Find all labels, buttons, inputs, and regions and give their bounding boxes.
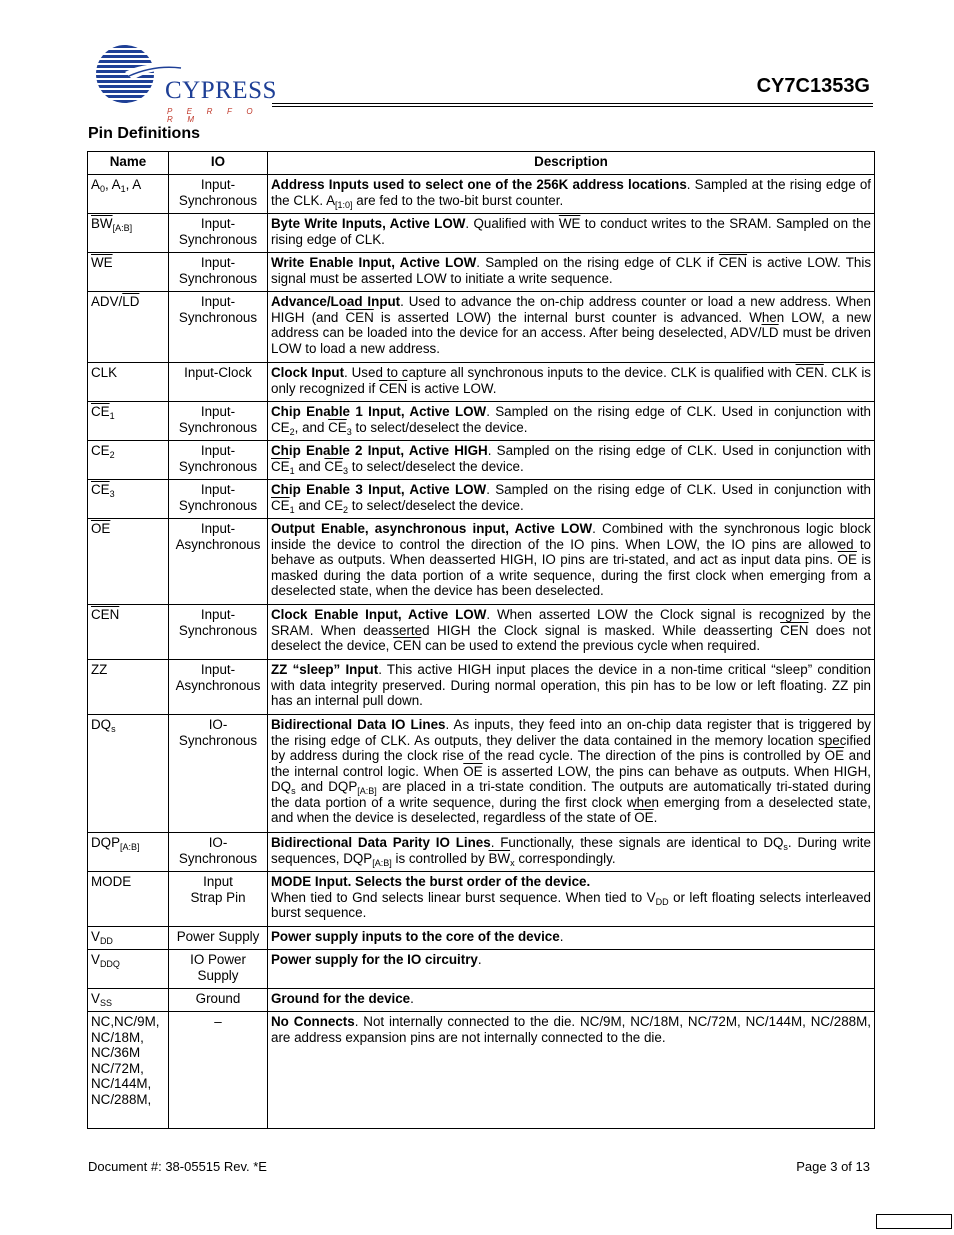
table-row	[88, 480, 875, 519]
pin-name-cell: ZZ	[88, 660, 169, 715]
pin-io-cell: Input- Asynchronous	[169, 519, 268, 605]
pin-definitions-table	[87, 151, 875, 1129]
pin-description-cell: No Connects. Not internally connected to the die. NC/9M, NC/18M, NC/72M, NC/144M, NC/288M, are address expansion pins are not internally connected to the die.	[268, 1012, 875, 1129]
table-row	[88, 660, 875, 715]
pin-io-cell: Input- Synchronous	[169, 214, 268, 253]
table-row	[88, 927, 875, 950]
pin-io-cell: IO- Synchronous	[169, 833, 268, 872]
pin-description-cell: Clock Enable Input, Active LOW. When asserted LOW the Clock signal is recognized by the SRAM. When deasserted HIGH the Clock signal is masked. While deasserting $\overline{CEN}$ does not deselect the device, $\overline{CEN}$ can be used to extend the previous cycle when required.	[268, 605, 875, 660]
pin-name-cell: $\overline{BW}_{[A:B]}$	[88, 214, 169, 253]
pin-name-cell: $\overline{CE}_1$	[88, 402, 169, 441]
pin-rows	[88, 175, 875, 1129]
table-row	[88, 715, 875, 833]
pin-io-cell: Input- Synchronous	[169, 441, 268, 480]
table-row	[88, 253, 875, 292]
table-row	[88, 833, 875, 872]
pin-name-cell: ADV/$\overline{LD}$	[88, 292, 169, 363]
pin-io-cell: Input- Synchronous	[169, 605, 268, 660]
pin-name-cell: $\overline{OE}$	[88, 519, 169, 605]
table-row	[88, 292, 875, 363]
cypress-logo	[85, 44, 277, 124]
pin-name-cell: $V_{DDQ}$	[88, 950, 169, 989]
section-title: Pin Definitions	[88, 125, 200, 142]
pin-description-cell: Address Inputs used to select one of the 256K address locations. Sampled at the rising edge of the CLK. $A_{[1:0]}$ are fed to the two-bit burst counter.	[268, 175, 875, 214]
pin-name-cell: MODE	[88, 872, 169, 927]
pin-name-cell: $A_0$, $A_1$, A	[88, 175, 169, 214]
logo-tagline: P E R F O R M	[167, 107, 259, 124]
table-row	[88, 950, 875, 989]
pin-io-cell: IO Power Supply	[169, 950, 268, 989]
pin-name-cell: $V_{DD}$	[88, 927, 169, 950]
pin-description-cell: ZZ “sleep” Input. This active HIGH input places the device in a non-time critical “sleep” condition with data integrity preserved. During normal operation, this pin has to be low or left floating. ZZ pin has an internal pull down.	[268, 660, 875, 715]
header-rule-top	[272, 103, 873, 104]
pin-description-cell: Chip Enable 3 Input, Active LOW. Sampled on the rising edge of CLK. Used in conjunction with $\overline{CE}_1$ and $CE_2$ to select/deselect the device.	[268, 480, 875, 519]
pin-description-cell: Clock Input. Used to capture all synchronous inputs to the device. CLK is qualified with $\overline{CEN}$. CLK is only recognized if $\overline{CEN}$ is active LOW.	[268, 363, 875, 402]
pin-description-cell: Byte Write Inputs, Active LOW. Qualified with $\overline{WE}$ to conduct writes to the SRAM. Sampled on the rising edge of CLK.	[268, 214, 875, 253]
column-header-name: Name	[88, 152, 169, 175]
pin-io-cell: Input- Asynchronous	[169, 660, 268, 715]
logo-wordmark: CYPRESS	[165, 77, 277, 104]
pin-description-cell: Bidirectional Data IO Lines. As inputs, they feed into an on-chip data register that is triggered by the rising edge of CLK. As outputs, they deliver the data contained in the memory location specified by address during the clock rise of the read cycle. The direction of the pins is controlled by $\overline{OE}$ and the internal control logic. When $\overline{OE}$ is asserted LOW, the pins can behave as outputs. When HIGH, $DQ_s$ and $DQP_{[A:B]}$ are placed in a tri-state condition. The outputs are automatically tri-stated during the data portion of a write sequence, during the first clock when emerging from a deselected state, and when the device is deselected, regardless of the state of $\overline{OE}$.	[268, 715, 875, 833]
pin-name-cell: CLK	[88, 363, 169, 402]
table-row	[88, 872, 875, 927]
header-rule-bottom	[272, 106, 873, 107]
pin-name-cell: NC,NC/9M, NC/18M, NC/36M NC/72M, NC/144M, NC/288M,	[88, 1012, 169, 1129]
column-header-io: IO	[169, 152, 268, 175]
pin-name-cell: $\overline{WE}$	[88, 253, 169, 292]
table-row	[88, 989, 875, 1012]
document-number: Document #: 38-05515 Rev. *E	[88, 1159, 267, 1174]
pin-name-cell: $\overline{CEN}$	[88, 605, 169, 660]
table-row	[88, 214, 875, 253]
pin-description-cell: Chip Enable 2 Input, Active HIGH. Sampled on the rising edge of CLK. Used in conjunction with $\overline{CE}_1$ and $\overline{CE}_3$ to select/deselect the device.	[268, 441, 875, 480]
pin-description-cell: MODE Input. Selects the burst order of the device. When tied to Gnd selects linear burst sequence. When tied to $V_{DD}$ or left floating selects interleaved burst sequence.	[268, 872, 875, 927]
pin-name-cell: $DQ_s$	[88, 715, 169, 833]
pin-io-cell: Input- Synchronous	[169, 480, 268, 519]
pin-description-cell: Power supply for the IO circuitry.	[268, 950, 875, 989]
pin-description-cell: Write Enable Input, Active LOW. Sampled on the rising edge of CLK if $\overline{CEN}$ is active LOW. This signal must be asserted LOW to initiate a write sequence.	[268, 253, 875, 292]
table-row	[88, 1012, 875, 1129]
pin-name-cell: $DQP_{[A:B]}$	[88, 833, 169, 872]
pin-io-cell: Ground	[169, 989, 268, 1012]
pin-io-cell: Power Supply	[169, 927, 268, 950]
pin-description-cell: Bidirectional Data Parity IO Lines. Functionally, these signals are identical to $DQ_s$. During write sequences, $DQP_{[A:B]}$ is controlled by $\overline{BW}_x$ correspondingly.	[268, 833, 875, 872]
part-number: CY7C1353G	[756, 75, 870, 97]
table-header-row	[88, 152, 875, 175]
pin-description-cell: Advance/Load Input. Used to advance the on-chip address counter or load a new address. When HIGH (and $\overline{CEN}$ is asserted LOW) the internal burst counter is advanced. When LOW, a new address can be loaded into the device for an access. After being deselected, ADV/$\overline{LD}$ must be driven LOW to load a new address.	[268, 292, 875, 363]
table-row	[88, 402, 875, 441]
pin-io-cell: Input- Synchronous	[169, 175, 268, 214]
pin-description-cell: Power supply inputs to the core of the device.	[268, 927, 875, 950]
pin-description-cell: Output Enable, asynchronous input, Active LOW. Combined with the synchronous logic block inside the device to control the direction of the IO pins. When LOW, the IO pins are allowed to behave as outputs. When deasserted HIGH, IO pins are tri-stated, and act as input data pins. $\overline{OE}$ is masked during the data portion of a write sequence, during the first clock when emerging from a deselected state, when the device has been deselected.	[268, 519, 875, 605]
table-row	[88, 519, 875, 605]
table-row	[88, 175, 875, 214]
pin-io-cell: Input Strap Pin	[169, 872, 268, 927]
pin-io-cell: Input- Synchronous	[169, 402, 268, 441]
pin-description-cell: Ground for the device.	[268, 989, 875, 1012]
table-row	[88, 441, 875, 480]
pin-io-cell: Input-Clock	[169, 363, 268, 402]
page-number: Page 3 of 13	[796, 1159, 870, 1174]
pin-description-cell: Chip Enable 1 Input, Active LOW. Sampled on the rising edge of CLK. Used in conjunction with $CE_2$, and $\overline{CE}_3$ to select/deselect the device.	[268, 402, 875, 441]
pin-name-cell: $CE_2$	[88, 441, 169, 480]
pin-io-cell: Input- Synchronous	[169, 292, 268, 363]
pin-name-cell: $\overline{CE}_3$	[88, 480, 169, 519]
pin-io-cell: –	[169, 1012, 268, 1129]
pin-io-cell: Input- Synchronous	[169, 253, 268, 292]
pin-name-cell: $V_{SS}$	[88, 989, 169, 1012]
table-row	[88, 363, 875, 402]
table-row	[88, 605, 875, 660]
column-header-description: Description	[268, 152, 875, 175]
pin-io-cell: IO- Synchronous	[169, 715, 268, 833]
feedback-box	[876, 1214, 952, 1229]
